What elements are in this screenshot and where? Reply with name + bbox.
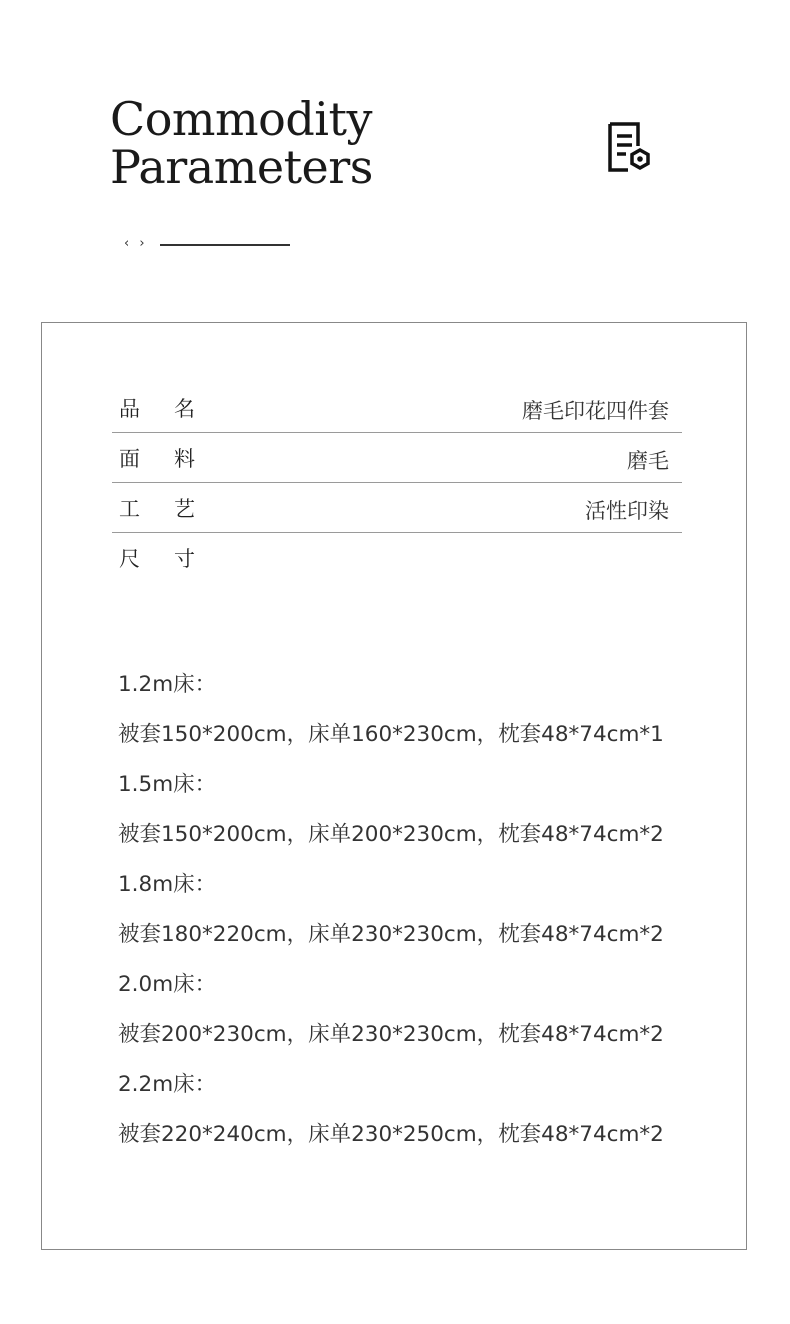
size-bed-label: 1.8m床： — [118, 872, 217, 897]
title-line-2: Parameters — [110, 140, 373, 194]
param-value: 活性印染 — [585, 499, 669, 523]
size-detail: 被套150*200cm，床单160*230cm，枕套48*74cm*1 — [118, 722, 664, 747]
page-title — [110, 92, 373, 194]
param-label: 尺寸 — [119, 547, 229, 571]
param-label: 面料 — [119, 447, 229, 471]
param-row-name — [112, 383, 682, 433]
header-divider — [160, 244, 290, 246]
size-bed-label: 1.5m床： — [118, 772, 217, 797]
size-detail: 被套180*220cm，床单230*230cm，枕套48*74cm*2 — [118, 922, 664, 947]
size-list — [118, 660, 688, 1160]
param-value: 磨毛 — [627, 449, 669, 473]
param-row-fabric — [112, 433, 682, 483]
param-row-craft — [112, 483, 682, 533]
param-value: 磨毛印花四件套 — [522, 399, 669, 423]
nav-arrows[interactable]: ‹ › — [124, 236, 148, 251]
parameters-table — [112, 383, 682, 583]
param-label: 工艺 — [119, 497, 229, 521]
document-settings-icon — [602, 120, 654, 174]
param-label: 品名 — [119, 397, 229, 421]
size-detail: 被套200*230cm，床单230*230cm，枕套48*74cm*2 — [118, 1022, 664, 1047]
size-detail: 被套150*200cm，床单200*230cm，枕套48*74cm*2 — [118, 822, 664, 847]
size-bed-label: 2.0m床： — [118, 972, 217, 997]
title-line-1: Commodity — [110, 92, 372, 146]
size-detail: 被套220*240cm，床单230*250cm，枕套48*74cm*2 — [118, 1122, 664, 1147]
size-bed-label: 2.2m床： — [118, 1072, 217, 1097]
size-bed-label: 1.2m床： — [118, 672, 217, 697]
param-row-size — [112, 533, 682, 583]
